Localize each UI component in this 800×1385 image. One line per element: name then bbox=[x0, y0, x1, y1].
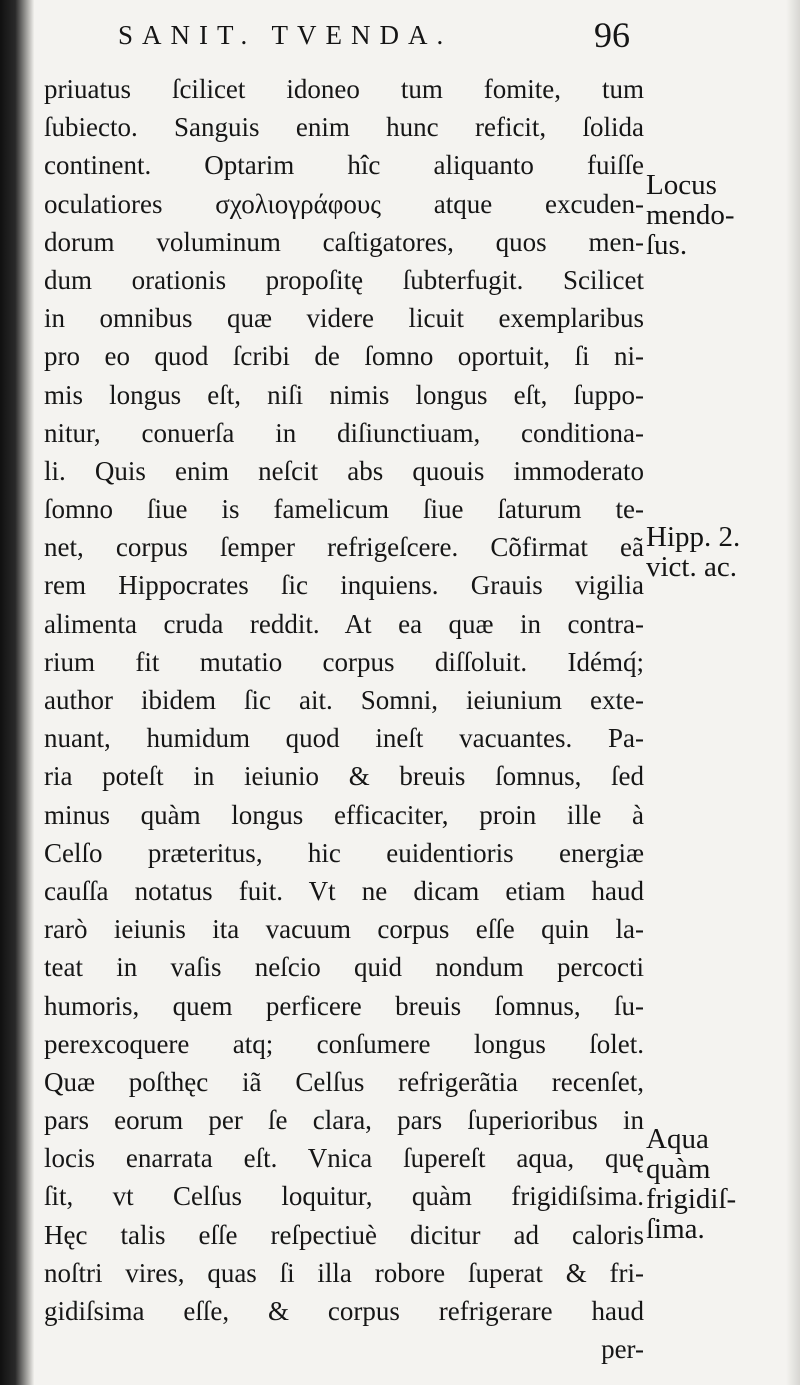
note-line: Locus bbox=[646, 169, 717, 201]
text-line: locis enarrata eſt. Vnica ſupereſt aqua, quę bbox=[44, 1143, 644, 1174]
text-line: oculatiores σχολιογράφους atque excuden- bbox=[44, 188, 644, 219]
text-line: humoris, quem perficere breuis ſomnus, ſu- bbox=[44, 990, 644, 1021]
text-line: priuatus ſcilicet idoneo tum fomite, tum bbox=[44, 74, 644, 104]
text-line: noſtri vires, quas ſi illa robore ſuperat & fri- bbox=[44, 1257, 644, 1288]
text-line: ria poteſt in ieiunio & breuis ſomnus, ſed bbox=[44, 761, 644, 792]
text-line: in omnibus quæ videre licuit exemplaribus bbox=[44, 303, 644, 334]
running-title: SANIT. TVENDA. bbox=[118, 20, 453, 50]
page-header bbox=[118, 14, 638, 58]
text-line: alimenta cruda reddit. At ea quæ in contra- bbox=[44, 608, 644, 639]
text-line: nitur, conuerſa in diſiunctiuam, conditiona- bbox=[44, 417, 644, 448]
text-line: rem Hippocrates ſic inquiens. Grauis vigilia bbox=[44, 570, 644, 601]
main-text-block bbox=[44, 70, 644, 1368]
note-line: ſima. bbox=[646, 1213, 705, 1245]
marginal-note-aqua bbox=[646, 1124, 736, 1244]
text-line: minus quàm longus efficaciter, proin ille à bbox=[44, 799, 644, 830]
text-line: mis longus eſt, niſi nimis longus eſt, ſuppo- bbox=[44, 379, 644, 410]
text-line: net, corpus ſemper refrigeſcere. Cõfirmat eã bbox=[44, 532, 644, 563]
note-line: quàm bbox=[646, 1153, 711, 1185]
marginal-note-hippocrates-ref bbox=[646, 522, 740, 582]
note-line: vict. ac. bbox=[646, 551, 737, 583]
text-line: perexcoquere atq; conſumere longus ſolet. bbox=[44, 1028, 644, 1059]
text-line: rium fit mutatio corpus diſſoluit. Idémq́; bbox=[44, 646, 644, 677]
text-line: Hęc talis eſſe reſpectiuè dicitur ad caloris bbox=[44, 1219, 644, 1250]
text-line: cauſſa notatus fuit. Vt ne dicam etiam haud bbox=[44, 875, 644, 906]
page-number: 96 bbox=[594, 15, 630, 55]
catchword: per- bbox=[601, 1334, 644, 1365]
note-line: frigidiſ- bbox=[646, 1183, 737, 1215]
text-line: ſubiecto. Sanguis enim hunc reficit, ſolida bbox=[44, 112, 644, 143]
text-line: rarò ieiunis ita vacuum corpus eſſe quin la- bbox=[44, 914, 644, 945]
note-line: mendo- bbox=[646, 199, 735, 231]
text-line: author ibidem ſic ait. Somni, ieiunium exte- bbox=[44, 685, 644, 715]
note-line: ſus. bbox=[646, 229, 688, 261]
text-line: ſit, vt Celſus loquitur, quàm frigidiſsima. bbox=[44, 1181, 644, 1212]
text-line: ſomno ſiue is famelicum ſiue ſaturum te- bbox=[44, 494, 644, 525]
text-line: gidiſsima eſſe, & corpus refrigerare haud bbox=[44, 1296, 644, 1326]
marginal-note-locus-mendosus bbox=[646, 170, 735, 260]
text-line: pro eo quod ſcribi de ſomno oportuit, ſi ni- bbox=[44, 341, 644, 372]
text-line: nuant, humidum quod ineſt vacuantes. Pa- bbox=[44, 723, 644, 754]
note-line: Aqua bbox=[646, 1123, 709, 1155]
text-line: Celſo præteritus, hic euidentioris energiæ bbox=[44, 837, 644, 868]
page-edge bbox=[786, 0, 800, 1385]
text-line: continent. Optarim hîc aliquanto fuiſſe bbox=[44, 150, 644, 181]
text-line: Quæ poſthęc iã Celſus refrigerãtia recenſet, bbox=[44, 1066, 644, 1097]
note-line: Hipp. 2. bbox=[646, 521, 741, 553]
text-line: dum orationis propoſitę ſubterfugit. Scilicet bbox=[44, 264, 644, 295]
text-line: dorum voluminum caſtigatores, quos men- bbox=[44, 226, 644, 257]
text-line: teat in vaſis neſcio quid nondum percocti bbox=[44, 952, 644, 983]
text-line: pars eorum per ſe clara, pars ſuperioribus in bbox=[44, 1105, 644, 1136]
book-spine-shadow bbox=[0, 0, 34, 1385]
text-line: li. Quis enim neſcit abs quouis immoderato bbox=[44, 455, 644, 486]
